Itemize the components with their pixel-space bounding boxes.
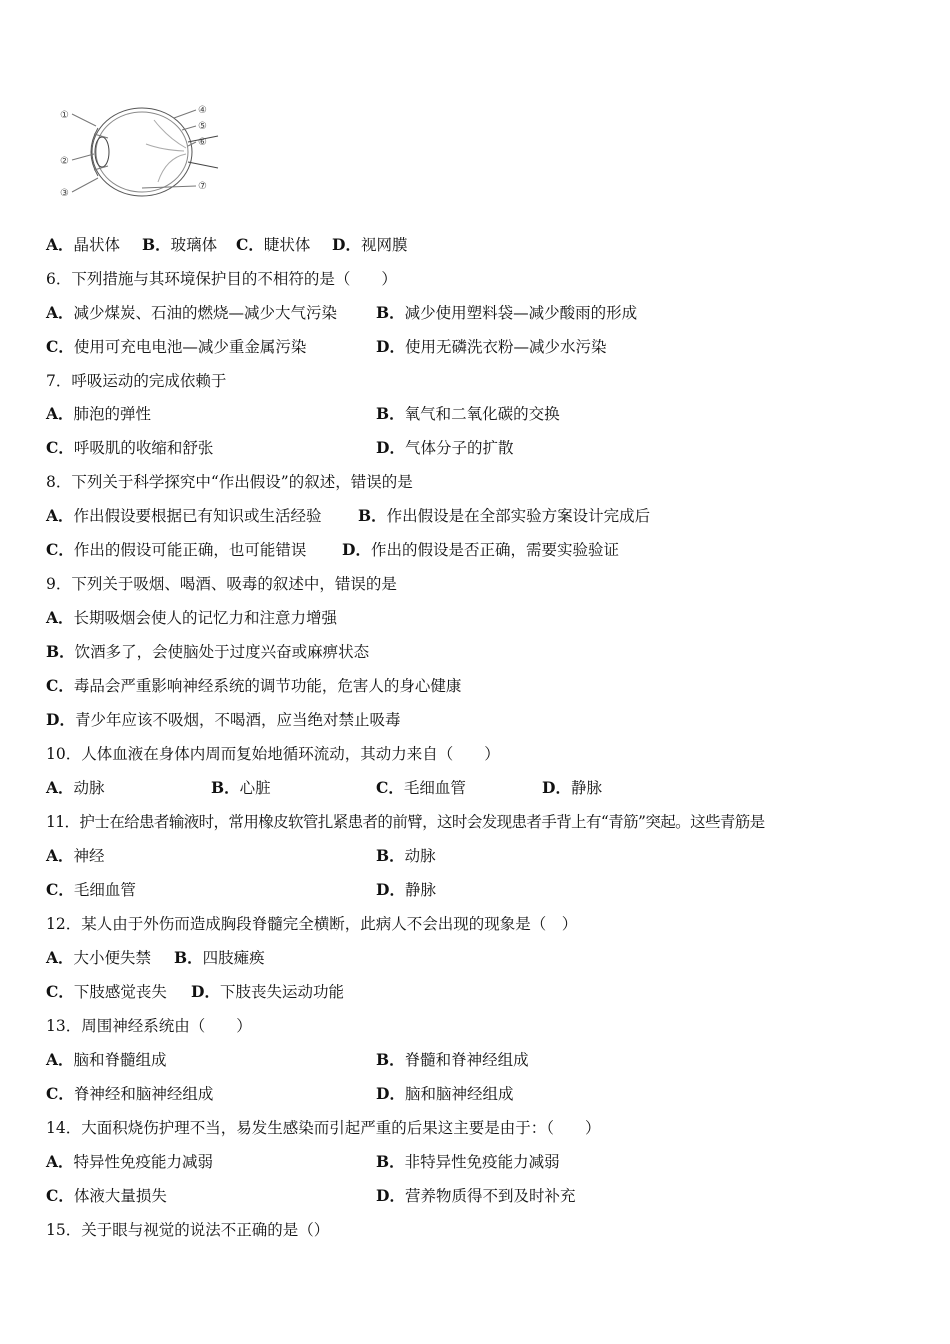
q14-stem: 14．大面积烧伤护理不当，易发生感染而引起严重的后果这主要是由于：（ ） [46,1119,601,1137]
diagram-label-1: ① [60,110,69,121]
q12-stem: 12．某人由于外伤而造成胸段脊髓完全横断，此病人不会出现的现象是（ ） [46,915,578,933]
q13-option-a[interactable]: A．脑和脊髓组成 [46,1050,167,1069]
diagram-label-7: ⑦ [198,181,207,192]
q7-option-d[interactable]: D．气体分子的扩散 [376,438,514,457]
diagram-label-2: ② [60,156,69,167]
q11-stem: 11．护士在给患者输液时，常用橡皮软管扎紧患者的前臂，这时会发现患者手背上有“青筋”突起。这些青筋是 [46,813,765,831]
diagram-label-3: ③ [60,188,69,199]
q8-option-a[interactable]: A．作出假设要根据已有知识或生活经验 [46,506,322,525]
q7-option-a[interactable]: A．肺泡的弹性 [46,404,152,423]
q11-option-a[interactable]: A．神经 [46,846,105,865]
q6-option-d[interactable]: D．使用无磷洗衣粉—减少水污染 [376,337,607,356]
diagram-label-5: ⑤ [198,121,207,132]
q7-option-b[interactable]: B．氧气和二氧化碳的交换 [376,404,560,423]
q7-stem: 7．呼吸运动的完成依赖于 [46,372,227,390]
q5-option-b[interactable]: B．玻璃体 [142,235,218,254]
q14-option-c[interactable]: C．体液大量损失 [46,1186,167,1205]
diagram-label-4: ④ [198,105,207,116]
q5-option-c[interactable]: C．睫状体 [236,235,311,254]
q8-option-b[interactable]: B．作出假设是在全部实验方案设计完成后 [358,506,651,525]
q12-option-b[interactable]: B．四肢瘫痪 [174,948,265,967]
q9-option-b[interactable]: B．饮酒多了，会使脑处于过度兴奋或麻痹状态 [46,642,370,661]
q12-option-c[interactable]: C．下肢感觉丧失 [46,982,167,1001]
q14-option-b[interactable]: B．非特异性免疫能力减弱 [376,1152,560,1171]
q10-option-a[interactable]: A．动脉 [46,778,105,797]
q11-option-b[interactable]: B．动脉 [376,846,436,865]
q12-option-d[interactable]: D．下肢丧失运动功能 [191,982,344,1001]
q6-stem: 6．下列措施与其环境保护目的不相符的是（ ） [46,270,397,288]
q9-option-a[interactable]: A．长期吸烟会使人的记忆力和注意力增强 [46,608,338,627]
q10-stem: 10．人体血液在身体内周而复始地循环流动，其动力来自（ ） [46,745,500,763]
q10-option-d[interactable]: D．静脉 [542,778,602,797]
diagram-label-6: ⑥ [198,137,207,148]
q8-option-d[interactable]: D．作出的假设是否正确，需要实验验证 [342,540,619,559]
q11-option-c[interactable]: C．毛细血管 [46,880,136,899]
q6-option-a[interactable]: A．减少煤炭、石油的燃烧—减少大气污染 [46,303,338,322]
q13-option-d[interactable]: D．脑和脑神经组成 [376,1084,514,1103]
q6-option-b[interactable]: B．减少使用塑料袋—减少酸雨的形成 [376,303,638,322]
q8-stem: 8．下列关于科学探究中“作出假设”的叙述，错误的是 [46,473,413,491]
q9-option-c[interactable]: C．毒品会严重影响神经系统的调节功能，危害人的身心健康 [46,676,462,695]
q14-option-a[interactable]: A．特异性免疫能力减弱 [46,1152,214,1171]
q12-option-a[interactable]: A．大小便失禁 [46,948,152,967]
q13-stem: 13．周围神经系统由（ ） [46,1017,252,1035]
q13-option-b[interactable]: B．脊髓和脊神经组成 [376,1050,529,1069]
q15-stem: 15．关于眼与视觉的说法不正确的是（） [46,1221,330,1239]
eye-structure-diagram [58,98,220,204]
q11-option-d[interactable]: D．静脉 [376,880,436,899]
q9-stem: 9．下列关于吸烟、喝酒、吸毒的叙述中，错误的是 [46,575,397,593]
q10-option-b[interactable]: B．心脏 [211,778,271,797]
q6-option-c[interactable]: C．使用可充电电池—减少重金属污染 [46,337,307,356]
q8-option-c[interactable]: C．作出的假设可能正确，也可能错误 [46,540,307,559]
q7-option-c[interactable]: C．呼吸肌的收缩和舒张 [46,438,214,457]
q5-option-d[interactable]: D．视网膜 [332,235,408,254]
q13-option-c[interactable]: C．脊神经和脑神经组成 [46,1084,214,1103]
q5-option-a[interactable]: A．晶状体 [46,235,121,254]
q10-option-c[interactable]: C．毛细血管 [376,778,466,797]
q14-option-d[interactable]: D．营养物质得不到及时补充 [376,1186,576,1205]
q9-option-d[interactable]: D．青少年应该不吸烟，不喝酒，应当绝对禁止吸毒 [46,710,401,729]
